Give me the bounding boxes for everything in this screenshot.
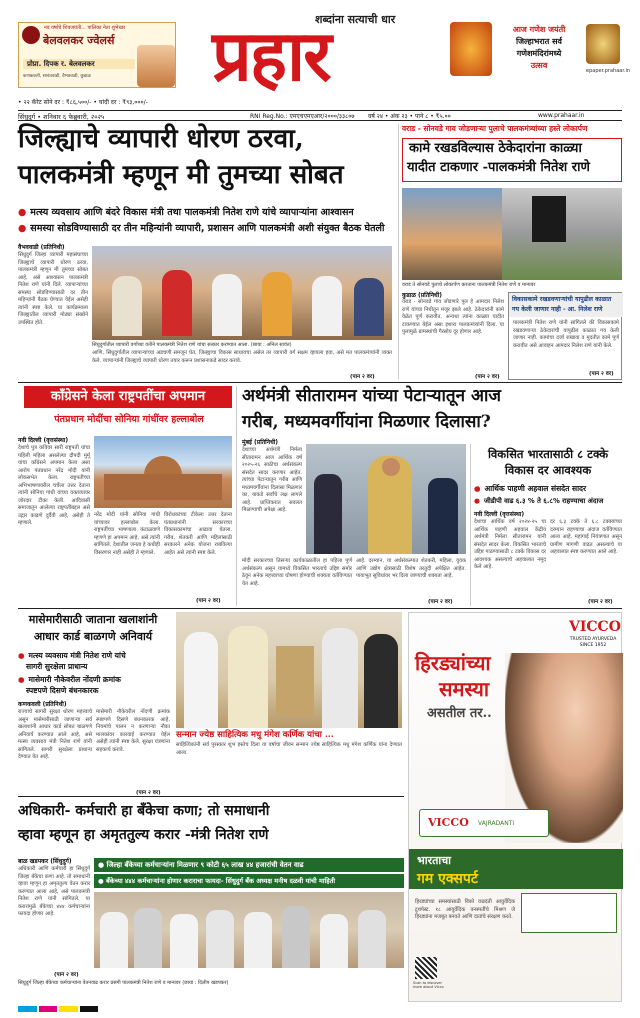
sitharaman-photo — [306, 444, 466, 554]
gold-rate: • २२ कॅरेट सोने दर : ₹८६,५००/- • चांदी दर : ₹९३,०००/- — [18, 99, 148, 106]
bank-photo — [94, 892, 404, 968]
fish-headline-2: आधार कार्ड बाळगणे अनिवार्य — [33, 630, 153, 643]
jeweller-logo — [22, 26, 40, 44]
growth-bullet-1: ● आर्थिक पाहणी अहवाल संसदेत सादर — [474, 484, 587, 493]
honor-photo — [176, 612, 402, 728]
jeweller-proprietor: प्रोप्रा. दिपक र. बेलवलकर — [27, 60, 95, 68]
budget-cont[interactable]: (पान २ वर) — [428, 599, 453, 605]
congress-cont[interactable]: (पान २ वर) — [196, 598, 221, 604]
jeweller-ad[interactable] — [18, 22, 176, 88]
bridge-byline: कुडाळ (प्रतिनिधी) — [402, 292, 443, 299]
bank-bullet-1-band — [94, 858, 404, 872]
growth-body-col1: देशाचा आर्थिक वर्ष २०२४-२५ चा आर्थिक पाहणी अहवाल केंद्रीय अर्थमंत्री निर्मला सीतारामन यांनी संसदेत सादर केला. विकसित भारताचे उद्दिष्ट गाठण्यासाठी ८ टक्के विकास दर आवश्यक असल्याचे अहवालात नमूद केले आहे. — [474, 519, 546, 570]
vicco-brand: VICCO — [569, 619, 621, 635]
qr-code[interactable] — [415, 957, 437, 979]
ganesh-line1: आज गणेश जयंती — [512, 24, 566, 34]
edition-line: सिंधुदुर्ग • शनिवार ६ फेब्रुवारी, २०२५ — [18, 113, 105, 121]
jeweller-model-photo — [137, 45, 175, 87]
lead-caption: सिंधुदुर्गातील व्यापारी वर्गाच्या वतीने पालकमंत्री नितेश राणे यांचा सत्कार करण्यात आला. (छाया : अनिल सावंत) — [92, 342, 292, 348]
jeweller-address: कणकवली, सावंतवाडी, वैभववाडी, कुडाळ — [23, 74, 91, 79]
growth-bullet-2: ● जीडीपी वाढ ६.३ % ते ६.८% राहण्याचा अंदाज — [474, 497, 604, 505]
ganesh-line3: गणेशमंदिरांमध्ये — [516, 48, 562, 58]
newspaper-title[interactable]: प्रहार — [212, 14, 330, 97]
lead-byline: वैभववाडी (प्रतिनिधी) — [18, 244, 65, 251]
volume-line: वर्ष २४ • अंक २३ • पाने ८ • ₹५.०० — [368, 113, 451, 120]
rni-line: RNI Reg.No.: एमएचएमएआर/२०००/३३८०७ — [250, 113, 355, 120]
vicco-tube-brand: VICCO — [428, 816, 469, 829]
budget-body-col3: आहे. दरम्यान, या अर्थसंकल्पात शेतकरी, महिला, युवक आणि उद्योग क्षेत्रासाठी विशेष तरतुदी अपेक्षित आहेत. पायाभूत सुविधांवर भर दिला जाण्याची शक्यता आहे. — [356, 558, 466, 579]
website-line[interactable]: www.prahaar.in — [538, 112, 585, 119]
congress-body-col1: देशाचे पुत्र कविवर सारी राष्ट्रपती यांचा पहिली महिला असलेल्या द्रौपदी मुर्मू यांचा काँग्रेसने अपमान केला असा आरोप पंतप्रधान नरेंद्र मोदी यांनी लोकसभेत केला. राष्ट्रपतींच्या अभिभाषणावरील चर्चेला उत्तर देताना त्यांनी सोनिया गांधी यांच्या वक्तव्यावर जोरदार टीका केली. आदिवासी समाजातून आलेल्या राष्ट्रपतींबद्दल असे उद्गार काढणे दुर्दैवी आहे, असेही ते म्हणाले. — [18, 445, 90, 526]
vicco-footer: Scan to discover more about Vicco — [413, 981, 444, 989]
bridge-body: वराड - सोनवडे गाव जोडणारे पूल हे आमदार निलेश राणे यांच्या निधीतून मंजूर झाले आहे. ठेकेदारांनी कामे वेळेत पूर्ण करावीत, अन्यथा त्यांना काळ्या यादीत टाकण्यात येईल असा इशारा पालकमंत्र्यांनी दिला. या पुलामुळे ग्रामस्थांची गैरसोय दूर होणार आहे. — [402, 299, 504, 335]
congress-subhead: पंतप्रधान मोदींचा सोनिया गांधींवर हल्लाबोल — [54, 414, 204, 425]
registration-marks — [18, 1006, 98, 1012]
vicco-tagline-2: गम एक्सपर्ट — [417, 871, 478, 887]
bank-caption: सिंधुदुर्ग जिल्हा बँकेच्या कर्मचाऱ्यांना वेतनवाढ करार प्रसंगी पालकमंत्री नितेश राणे व मान्यवर (छाया : दिलीप खडपकर) — [18, 980, 229, 986]
nilesh-cont[interactable]: (पान २ वर) — [589, 371, 614, 377]
epaper-label[interactable]: epaper.prahaar.in — [586, 68, 631, 74]
jeweller-name: बेलवलकर ज्वेलर्स — [43, 34, 115, 47]
lead-headline-1: जिल्ह्याचे व्यापारी धोरण ठरवा, — [18, 124, 304, 154]
vicco-product: VAJRADANTI — [478, 820, 515, 827]
ganesh-box — [450, 22, 631, 98]
vicco-tagline-1: भारताचा — [417, 854, 452, 867]
bank-cont[interactable]: (पान २ वर) — [54, 972, 79, 978]
growth-headline-2: विकास दर आवश्यक — [504, 463, 592, 477]
bank-body: अधिकारी आणि कर्मचारी हा सिंधुदुर्ग जिल्हा बँकेचा कणा आहे. तो समाधानी व्हावा म्हणून हा अमृततुल्य वेतन करार करण्यात आला आहे, असे पालकमंत्री नितेश राणे यांनी सांगितले. या करारामुळे बँकेच्या ४४४ कर्मचाऱ्यांना फायदा होणार आहे. — [18, 866, 90, 917]
bank-bullet-2: ● बँकेच्या ४४४ कर्मचाऱ्यांना होणार कराराचा फायदा- सिंधुदुर्ग बँक अध्यक्ष मनीष दळवी यांची माहिती — [98, 877, 336, 885]
fish-bullet-2b: स्पष्टपणे दिसणे बंधनकारक — [26, 686, 99, 695]
bridge-headline-box — [402, 138, 622, 182]
growth-byline: नवी दिल्ली (वृत्तसंस्था) — [474, 511, 525, 518]
fish-cont[interactable]: (पान २ वर) — [136, 790, 161, 796]
bank-bullet-1: ● जिल्हा बँकेच्या कर्मचाऱ्यांना मिळणार ९ कोटी ६५ लाख ४४ हजारांची वेतन वाढ — [98, 861, 304, 869]
honor-caption-text: साहित्यिकांनी सर्व पुरस्कार शुभ हस्तेच दिला या वर्षाचा जीवन सन्मान ज्येष्ठ साहित्यिक मधु मंगेश कर्णिक यांना देण्यात आला. — [176, 742, 402, 756]
bridge-kicker: वराड - सोनवडे गाव जोडणाऱ्या पुलाचे पालकमंत्र्यांच्या हस्ते लोकार्पण — [402, 124, 588, 133]
lead-bullet-2: ● समस्या सोडविण्यासाठी दर तीन महिन्यांनी व्यापारी, प्रशासन आणि पालकमंत्री अशी संयुक्त बैठक घेतली — [18, 223, 385, 234]
bank-byline: बाळ खडपकर (सिंधुदुर्ग) — [18, 858, 72, 865]
lead-body-col2: आणि, सिंधुदुर्गातील व्यापाऱ्यांच्या अडचणी समजून घेत, जिल्ह्याचा विकास साधायचा असेल तर व्यापारी वर्ग सक्षम व्हायला हवा, असे मत पालकमंत्र्यांनी व्यक्त केले. व्यापाऱ्यांनी जिल्ह्याचे व्यापारी धोरण तयार करून प्रशासनाकडे सादर करावे. — [92, 350, 392, 364]
honor-caption-title: सन्मान ज्येष्ठ साहित्यिक मधु मंगेश कर्णिक यांचा ... — [176, 730, 334, 740]
congress-byline: नवी दिल्ली (वृत्तसंस्था) — [18, 437, 69, 444]
bridge-cont[interactable]: (पान २ वर) — [475, 374, 500, 380]
ganesh-image-left — [450, 22, 492, 76]
ganesh-line4: उत्सव — [530, 60, 548, 70]
fish-bullet-1: ● मत्स्य व्यवसाय मंत्री नितेश राणे यांचे — [18, 651, 126, 660]
budget-byline: मुंबई (प्रतिनिधी) — [242, 439, 279, 446]
lead-photo — [92, 246, 392, 340]
vicco-body: हिरड्यांच्या समस्यांसाठी विको वज्रदंती आयुर्वेदिक टूथपेस्ट. १८ आयुर्वेदिक वनस्पतींचे मिश्रण जे हिरड्यांना मजबूत बनवते आणि दातांचे संरक्षण करते. — [415, 899, 515, 920]
congress-body-col2: नरेंद्र मोदी यांनी सोनिया गांधी यांच्यावर हल्लाबोल केला. राष्ट्रपतींच्या भाषणाला कंटाळवाणे म्हणणे हा अपमान आहे, असे त्यांनी सांगितले. देशातील जनता हे कधीही विसरणार नाही असेही ते म्हणाले. — [94, 512, 160, 556]
fish-bullet-2: ● मासेमारी नौकेवरील नोंदणी क्रमांक — [18, 675, 121, 684]
bank-headline-1: अधिकारी- कर्मचारी हा बँकेचा कणा; तो समाधानी — [18, 803, 270, 819]
budget-headline-2: गरीब, मध्यमवर्गीयांना मिळणार दिलासा? — [242, 412, 491, 432]
lead-cont[interactable]: (पान २ वर) — [350, 374, 375, 380]
bank-bullet-2-band — [94, 874, 404, 888]
fish-body-col2: मासेमारी नौकेवरील नोंदणी क्रमांक स्पष्टपणे दिसणे बंधनकारक आहे. नियमांचे पालन न करणाऱ्या नौका मालकांवर कारवाई करण्यात येईल असेही त्यांनी स्पष्ट केले. सुरक्षा यंत्रणांना सहकार्य करावे. — [96, 709, 170, 753]
lead-bullet-1: ● मत्स्य व्यवसाय आणि बंदरे विकास मंत्री तथा पालकमंत्री नितेश राणे यांचे व्यापाऱ्यांना आश्वासन — [18, 207, 354, 218]
vicco-products-box — [521, 893, 617, 933]
vicco-headline-2: समस्या — [439, 677, 490, 701]
growth-cont[interactable]: (पान २ वर) — [588, 599, 613, 605]
fish-bullet-1b: सागरी सुरक्षेला प्राधान्य — [26, 662, 88, 671]
ganesh-image-right — [586, 24, 620, 64]
budget-headline-1: अर्थमंत्री सीतारामन यांच्या पेटाऱ्यातून आज — [242, 386, 501, 406]
vicco-tube — [419, 809, 549, 837]
tagline: शब्दांना सत्याची धार — [315, 13, 396, 26]
vicco-gum-band — [409, 849, 623, 889]
growth-headline-1: विकसित भारतासाठी ८ टक्के — [487, 447, 609, 461]
lead-body-col1: सिंधुदुर्ग जिल्हा व्यापारी महासंघाच्या जिल्ह्याचे व्यापारी धोरण ठरवा, पालकमंत्री म्हणून मी तुमच्या सोबत आहे, असे आश्वासन पालकमंत्री नितेश राणे यांनी दिले. व्यापाऱ्यांच्या समस्या सोडविण्यासाठी दर तीन महिन्यांनी बैठक घेण्यात येईल असेही त्यांनी स्पष्ट केले. या कार्यक्रमाला जिल्ह्यातील व्यापारी मोठ्या संख्येने उपस्थित होते. — [18, 252, 88, 326]
dateline-bar — [18, 110, 622, 121]
bridge-photo — [402, 188, 622, 280]
vicco-headline-3: असतील तर.. — [427, 706, 492, 721]
bridge-headline-1: कामे रखडविल्यास ठेकेदारांना काळ्या — [409, 141, 582, 156]
budget-body-col2: मोदी सरकारच्या तिसऱ्या कार्यकाळातील हा पहिला पूर्ण अर्थसंकल्प असून यामध्ये विकसित भारताचे उद्दिष्ट समोर ठेवून अनेक महत्त्वाच्या घोषणा होण्याची शक्यता वर्तविण्यात येत आहे. — [242, 558, 352, 587]
vicco-brand-sub: TRUSTED AYURVEDA — [569, 637, 617, 642]
ganesh-line2: जिल्हाभरात सर्व — [516, 36, 562, 46]
parliament-photo — [94, 436, 232, 508]
budget-body-col1: देशाच्या अर्थमंत्री निर्मला सीतारामन आज आर्थिक वर्ष २०२५-२६ साठीचा अर्थसंकल्प संसदेत सादर करणार आहेत. त्यांच्या पेटाऱ्यातून गरीब आणि मध्यमवर्गीयांना दिलासा मिळणार का, याकडे सर्वांचे लक्ष लागले आहे. प्राप्तिकरात सवलत मिळण्याची अपेक्षा आहे. — [242, 447, 302, 513]
vicco-ad[interactable] — [408, 612, 622, 1002]
bank-headline-2: व्हावा म्हणून हा अमृततुल्य करार -मंत्री नितेश राणे — [18, 827, 269, 843]
congress-body-col3: विरोधकांच्या टीकेला उत्तर देताना पंतप्रधानांनी सरकारच्या विकासकामांचा आढावा घेतला. गरीब, शेतकरी आणि महिलांसाठी सरकारने अनेक योजना राबविल्या आहेत असे त्यांनी स्पष्ट केले. — [164, 512, 232, 556]
bridge-caption: वराड ते सोनवडे पुलाचे लोकार्पण करताना पालकमंत्री नितेश राणे व मान्यवर — [402, 282, 536, 288]
lead-headline-2: पालकमंत्री म्हणून मी तुमच्या सोबत — [18, 160, 344, 190]
jeweller-top-line: नव वर्षाचे शिवजयंती... पालिका नेता शुभेच्छा — [44, 25, 126, 31]
nilesh-body: पालकमंत्री नितेश राणे यांनी सांगितले की विकासकामे रखडवणाऱ्या ठेकेदारांची यापुढील काळात गय केली जाणार नाही. कामांचा दर्जा राखावा व मुदतीत कामे पूर्ण करावीत असे आवाहन आमदार निलेश राणे यांनी केले. — [513, 320, 619, 349]
bridge-headline-2: यादीत टाकणार -पालकमंत्री नितेश राणे — [407, 160, 590, 175]
fish-headline-1: मासेमारीसाठी जाताना खलाशांनी — [28, 613, 158, 626]
growth-body-col2: दर ६.३ टक्के ते ६.८ टक्क्यांच्या दरम्यान राहण्याचा अंदाज वर्तविण्यात आला आहे. महागाई नियंत्रणात असून ग्रामीण मागणी वाढत असल्याचे या अहवालात स्पष्ट करण्यात आले आहे. — [550, 519, 622, 555]
fish-byline: कणकवली (प्रतिनिधी) — [18, 701, 67, 708]
congress-headline-box — [24, 386, 232, 408]
congress-headline: काँग्रेसने केला राष्ट्रपतींचा अपमान — [50, 389, 206, 404]
fish-body-col1: राज्याचे सागरी सुरक्षा धोरण महत्त्वाचे असून मासेमारीसाठी जाणाऱ्या सर्व खलाशांनी आधार कार्ड सोबत बाळगणे अनिवार्य करण्यात आले आहे, असे मत्स्य व्यवसाय मंत्री नितेश राणे यांनी सांगितले. सागरी सुरक्षेला प्राधान्य देण्यात येत आहे. — [18, 709, 92, 760]
nilesh-headline-2: गय केली जाणार नाही - आ. निलेश राणे — [512, 306, 603, 313]
vicco-brand-since: SINCE 1952 — [579, 643, 607, 648]
vicco-headline-1: हिरड्यांच्या — [415, 651, 491, 675]
nilesh-box — [508, 292, 622, 380]
nilesh-headline-1: विकासकामे रखडवणाऱ्यांची यापुढील काळात — [512, 296, 612, 303]
